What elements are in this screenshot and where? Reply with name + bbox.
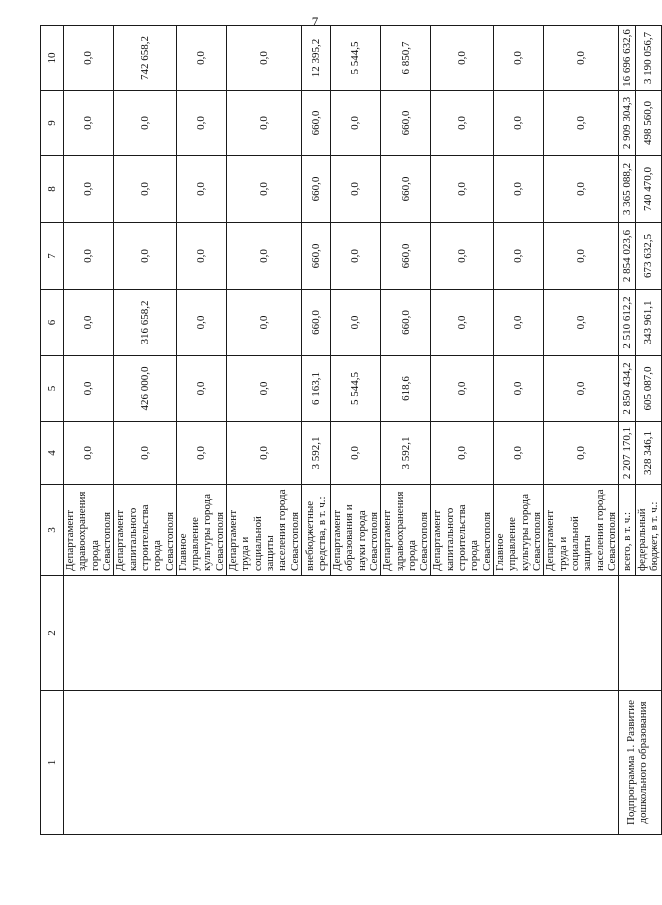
value-cell: 0,0 [227, 290, 302, 356]
value-cell: 0,0 [330, 223, 380, 290]
table-row [64, 26, 114, 835]
value-cell: 660,0 [301, 223, 330, 290]
value-cell: 0,0 [114, 223, 177, 290]
column-header: 9 [41, 91, 64, 156]
empty-cell [64, 576, 619, 691]
value-cell: 5 544,5 [330, 26, 380, 91]
column-header: 2 [41, 576, 64, 691]
column-header: 7 [41, 223, 64, 290]
value-cell: 6 850,7 [381, 26, 431, 91]
value-cell: 0,0 [431, 290, 494, 356]
value-cell: 0,0 [227, 356, 302, 422]
value-cell: 660,0 [381, 91, 431, 156]
value-cell: 660,0 [381, 290, 431, 356]
value-cell: 660,0 [301, 290, 330, 356]
executor-cell: Департамент здравоохранения города Севастополя [381, 485, 431, 576]
value-cell: 3 365 088,2 [619, 156, 636, 223]
value-cell: 0,0 [227, 91, 302, 156]
value-cell: 605 087,0 [636, 356, 662, 422]
value-cell: 0,0 [64, 223, 114, 290]
executor-cell: Главное управление культуры города Севастополя [494, 485, 544, 576]
executor-cell: федеральный бюджет, в т. ч.: [636, 485, 662, 576]
value-cell: 0,0 [544, 223, 619, 290]
executor-cell: Главное управление культуры города Севастополя [176, 485, 226, 576]
value-cell: 660,0 [301, 156, 330, 223]
value-cell: 0,0 [176, 156, 226, 223]
value-cell: 0,0 [176, 422, 226, 485]
value-cell: 0,0 [494, 290, 544, 356]
empty-cell [64, 691, 619, 835]
value-cell: 0,0 [544, 156, 619, 223]
executor-cell: внебюджетные средства, в т. ч.: [301, 485, 330, 576]
executor-cell: Департамент капитального строительства города Севастополя [114, 485, 177, 576]
executor-cell: Департамент труда и социальной защиты населения города Севастополя [227, 485, 302, 576]
column-header: 6 [41, 290, 64, 356]
value-cell: 3 592,1 [381, 422, 431, 485]
budget-table-rotated [40, 26, 661, 835]
subprogram-title: Подпрограмма 1. Развитие дошкольного образования [625, 700, 650, 825]
column-header: 10 [41, 26, 64, 91]
value-cell: 0,0 [431, 91, 494, 156]
executor-cell: всего, в т. ч.: [619, 485, 636, 576]
value-cell: 2 207 170,1 [619, 422, 636, 485]
value-cell: 0,0 [431, 156, 494, 223]
value-cell: 660,0 [301, 91, 330, 156]
value-cell: 0,0 [176, 91, 226, 156]
executor-cell: Департамент здравоохранения города Севастополя [64, 485, 114, 576]
value-cell: 2 909 304,3 [619, 91, 636, 156]
value-cell: 740 470,0 [636, 156, 662, 223]
value-cell: 3 190 056,7 [636, 26, 662, 91]
value-cell: 0,0 [227, 422, 302, 485]
value-cell: 0,0 [64, 91, 114, 156]
value-cell: 5 544,5 [330, 356, 380, 422]
value-cell: 0,0 [114, 91, 177, 156]
value-cell: 618,6 [381, 356, 431, 422]
value-cell: 16 696 632,6 [619, 26, 636, 91]
executor-cell: Департамент образования и науки города Севастополя [330, 485, 380, 576]
value-cell: 0,0 [227, 223, 302, 290]
value-cell: 0,0 [114, 422, 177, 485]
value-cell: 2 854 023,6 [619, 223, 636, 290]
value-cell: 0,0 [330, 422, 380, 485]
value-cell: 498 560,0 [636, 91, 662, 156]
value-cell: 0,0 [227, 26, 302, 91]
value-cell: 0,0 [176, 290, 226, 356]
column-header: 3 [41, 485, 64, 576]
budget-table-body [41, 26, 662, 835]
column-header: 8 [41, 156, 64, 223]
value-cell: 0,0 [431, 422, 494, 485]
value-cell: 0,0 [494, 422, 544, 485]
executor-cell: Департамент труда и социальной защиты населения города Севастополя [544, 485, 619, 576]
value-cell: 742 658,2 [114, 26, 177, 91]
value-cell: 0,0 [176, 223, 226, 290]
value-cell: 0,0 [330, 156, 380, 223]
value-cell: 0,0 [64, 422, 114, 485]
value-cell: 0,0 [431, 223, 494, 290]
header-row [41, 26, 64, 835]
value-cell: 0,0 [64, 156, 114, 223]
value-cell: 0,0 [330, 91, 380, 156]
value-cell: 0,0 [494, 356, 544, 422]
value-cell: 6 163,1 [301, 356, 330, 422]
value-cell: 673 632,5 [636, 223, 662, 290]
column-header: 5 [41, 356, 64, 422]
value-cell: 0,0 [431, 356, 494, 422]
value-cell: 0,0 [544, 422, 619, 485]
budget-table [40, 25, 662, 835]
value-cell: 426 000,0 [114, 356, 177, 422]
subprogram-title-cell [619, 691, 662, 835]
value-cell: 660,0 [381, 223, 431, 290]
value-cell: 0,0 [494, 91, 544, 156]
value-cell: 0,0 [431, 26, 494, 91]
value-cell: 0,0 [64, 356, 114, 422]
value-cell: 660,0 [381, 156, 431, 223]
value-cell: 328 346,1 [636, 422, 662, 485]
value-cell: 0,0 [176, 356, 226, 422]
value-cell: 0,0 [544, 91, 619, 156]
value-cell: 0,0 [64, 26, 114, 91]
value-cell: 0,0 [494, 223, 544, 290]
value-cell: 0,0 [114, 156, 177, 223]
value-cell: 0,0 [494, 26, 544, 91]
value-cell: 12 395,2 [301, 26, 330, 91]
page-number: 7 [311, 14, 319, 29]
value-cell: 0,0 [64, 290, 114, 356]
value-cell: 0,0 [227, 156, 302, 223]
value-cell: 0,0 [494, 156, 544, 223]
value-cell: 316 658,2 [114, 290, 177, 356]
value-cell: 343 961,1 [636, 290, 662, 356]
value-cell: 3 592,1 [301, 422, 330, 485]
table-row [619, 26, 636, 835]
column-header: 4 [41, 422, 64, 485]
value-cell: 0,0 [330, 290, 380, 356]
value-cell: 0,0 [176, 26, 226, 91]
value-cell: 2 850 434,2 [619, 356, 636, 422]
value-cell: 0,0 [544, 290, 619, 356]
executor-cell: Департамент капитального строительства города Севастополя [431, 485, 494, 576]
empty-cell [619, 576, 662, 691]
value-cell: 2 510 612,2 [619, 290, 636, 356]
value-cell: 0,0 [544, 26, 619, 91]
column-header: 1 [41, 691, 64, 835]
value-cell: 0,0 [544, 356, 619, 422]
